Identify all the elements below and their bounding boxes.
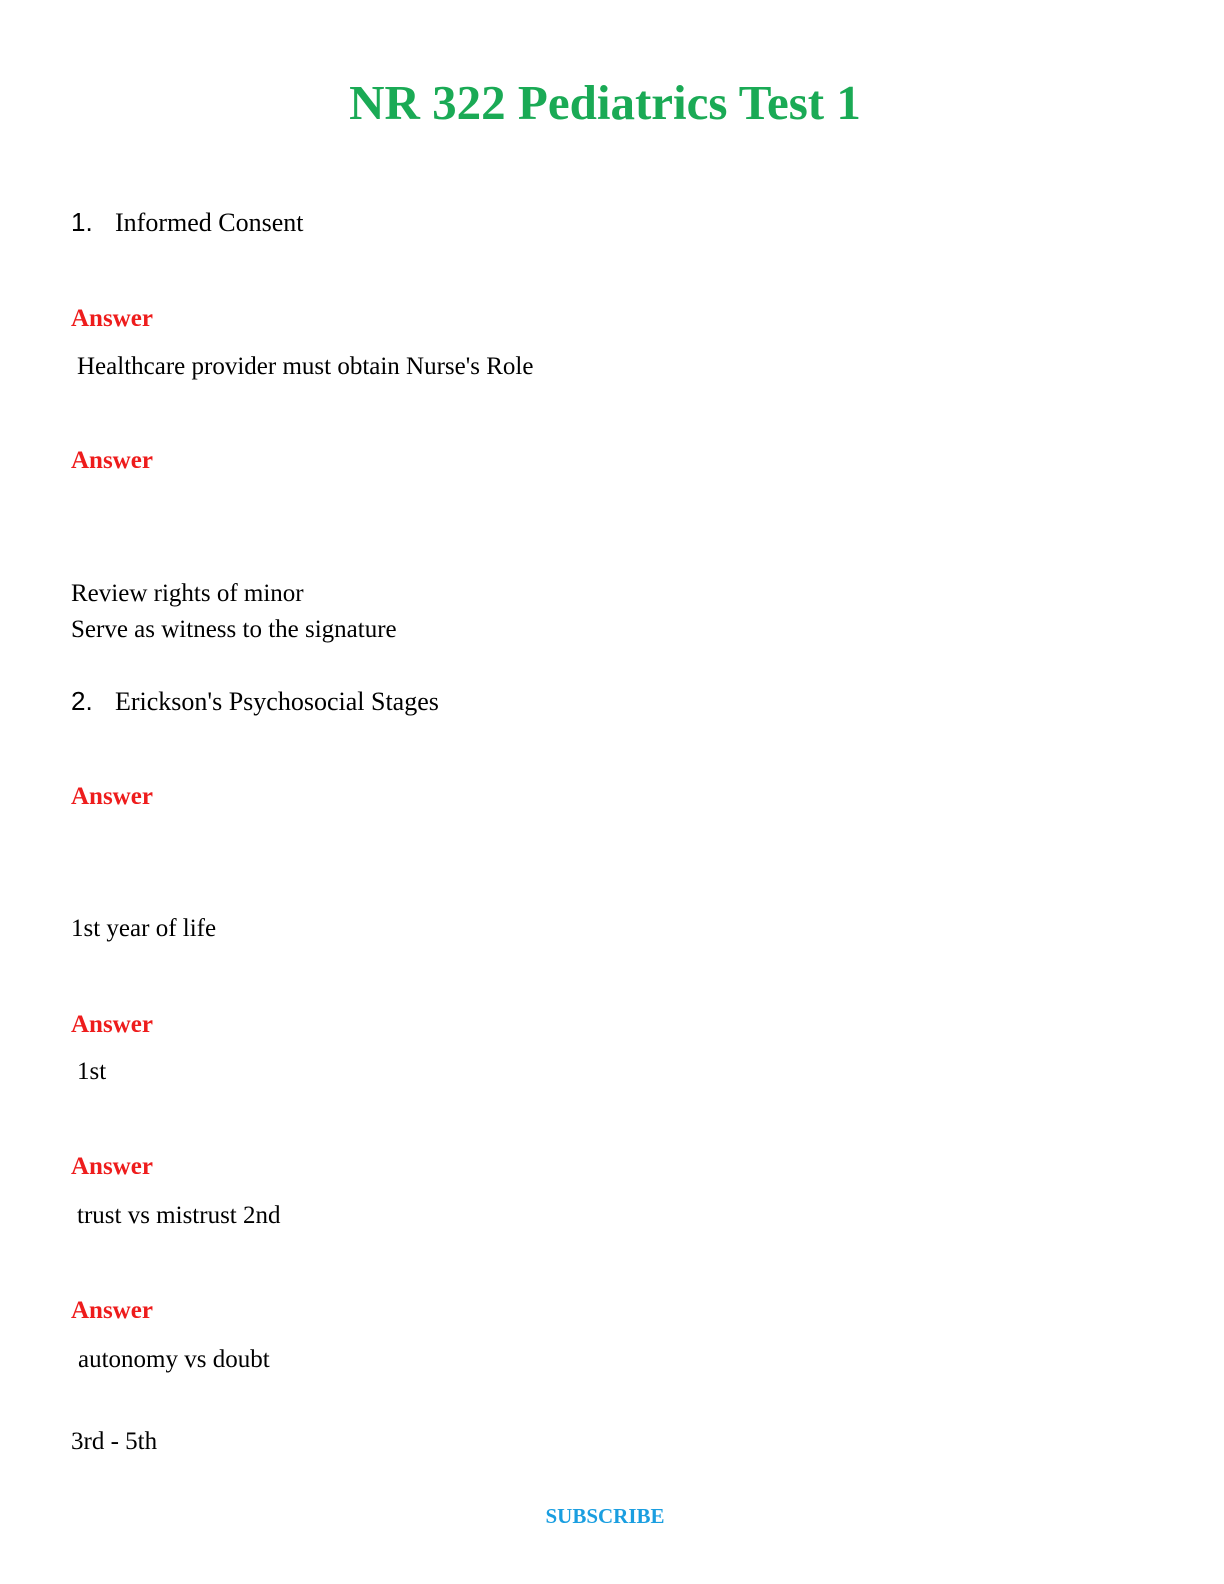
answer-label: Answer	[71, 783, 153, 810]
subscribe-link[interactable]: SUBSCRIBE	[545, 1504, 665, 1528]
answer-text: 1st year of life	[71, 915, 217, 942]
question-1	[71, 206, 303, 239]
question-number: 1.	[71, 207, 93, 237]
answer-text: autonomy vs doubt	[78, 1346, 270, 1373]
page-title: NR 322 Pediatrics Test 1	[349, 75, 861, 130]
answer-text: Review rights of minor	[71, 580, 304, 607]
answer-text: trust vs mistrust 2nd	[77, 1202, 281, 1229]
answer-text: Serve as witness to the signature	[71, 616, 397, 643]
question-text: Erickson's Psychosocial Stages	[115, 687, 439, 716]
question-2	[71, 685, 439, 718]
answer-label: Answer	[71, 1011, 153, 1038]
answer-label: Answer	[71, 305, 153, 332]
question-number: 2.	[71, 686, 93, 716]
question-text: Informed Consent	[115, 208, 304, 237]
answer-label: Answer	[71, 447, 153, 474]
answer-label: Answer	[71, 1297, 153, 1324]
answer-label: Answer	[71, 1153, 153, 1180]
answer-text: 1st	[77, 1058, 107, 1085]
answer-text: Healthcare provider must obtain Nurse's Role	[77, 353, 534, 380]
answer-text: 3rd - 5th	[71, 1428, 158, 1455]
